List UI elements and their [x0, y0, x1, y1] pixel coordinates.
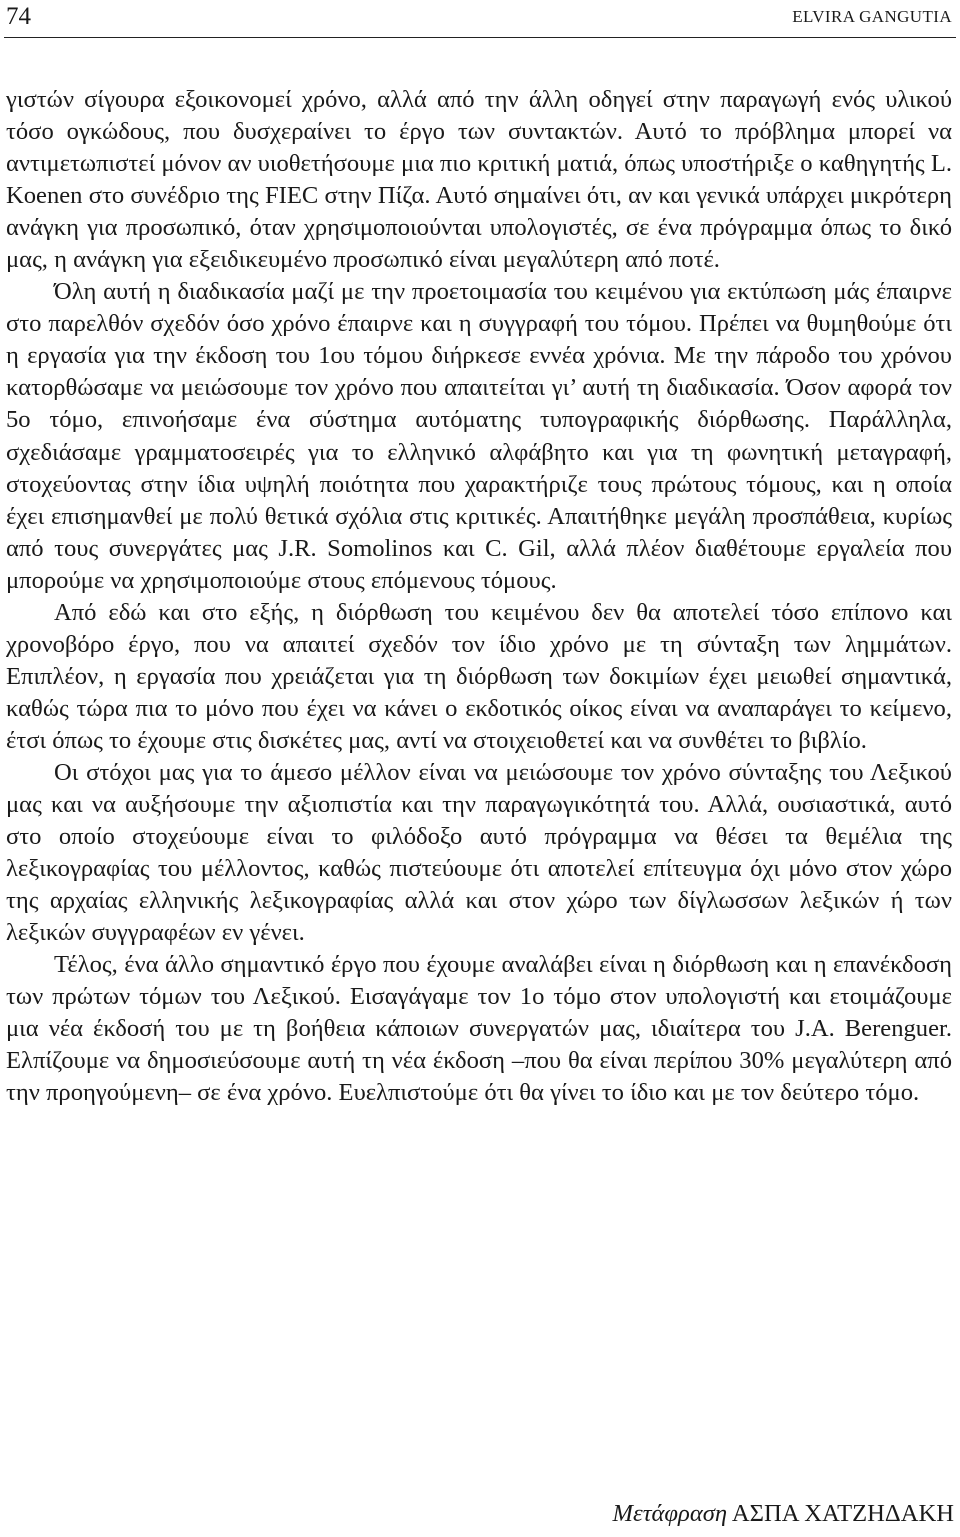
paragraph: Από εδώ και στο εξής, η διόρθωση του κειμένου δεν θα αποτελεί τόσο επίπονο και χρονοβόρο έργο, που να απαιτεί σχεδόν τον ίδιο χρόνο με τη σύνταξη των λημμάτων. Επιπλέον, η εργασία που χρειάζεται για τη διόρθωση των δοκιμίων έχει μειωθεί σημαντικά, καθώς τώρα πια το μόνο που έχει να κάνει ο εκδοτικός οίκος είναι να αναπαράγει το κείμενο, έτσι όπως το έχουμε στις δισκέτες μας, αντί να στοιχειοθετεί και να συνθέτει το βιβλίο.	[6, 598, 952, 754]
paragraph: Όλη αυτή η διαδικασία μαζί με την προετοιμασία του κειμένου για εκτύπωση μάς έπαιρνε στο παρελθόν σχεδόν όσο χρόνο έπαιρνε και η συγγραφή του τόμου. Πρέπει να θυμηθούμε ότι η εργασία για την έκδοση του 1ου τόμου διήρκεσε εννέα χρόνια. Με την πάροδο του χρόνου κατορθώσαμε να μειώσουμε τον χρόνο που απαιτείται γι’ αυτή τη διαδικασία. Όσον αφορά τον 5ο τόμο, επινοήσαμε ένα σύστημα αυτόματης τυπογραφικής διόρθωσης. Παράλληλα, σχεδιάσαμε γραμματοσειρές για το ελληνικό αλφάβητο και για τη φωνητική μεταγραφή, στοχεύοντας στην ίδια υψηλή ποιότητα που χαρακτήριζε τους πρώτους τόμους, και η οποία έχει επισημανθεί με πολύ θετικά σχόλια στις κριτικές. Απαιτήθηκε μεγάλη προσπάθεια, κυρίως από τους συνεργάτες μας J.R. Somolinos και C. Gil, αλλά πλέον διαθέτουμε εργαλεία που μπορούμε να χρησιμοποιούμε στους επόμενους τόμους.	[6, 278, 952, 594]
translator-name: ΑΣΠΑ ΧΑΤΖΗΔΑΚΗ	[731, 1500, 954, 1527]
translation-credit	[613, 1499, 954, 1529]
paragraph: Τέλος, ένα άλλο σημαντικό έργο που έχουμε αναλάβει είναι η διόρθωση και η επανέκδοση των πρώτων τόμων του Λεξικού. Εισαγάγαμε τον 1ο τόμο στον υπολογιστή και ετοιμάζουμε μια νέα έκδοσή του με τη βοήθεια κάποιων συνεργατών μας, ιδιαίτερα του J.A. Berenguer. Ελπίζουμε να δημοσιεύσουμε αυτή τη νέα έκδοση –που θα είναι περίπου 30% μεγαλύτερη από την προηγούμενη– σε ένα χρόνο. Ευελπιστούμε ότι θα γίνει το ίδιο και με τον δεύτερο τόμο.	[6, 951, 952, 1107]
translation-label: Μετάφραση	[612, 1500, 728, 1527]
paragraph: Οι στόχοι μας για το άμεσο μέλλον είναι να μειώσουμε τον χρόνο σύνταξης του Λεξικού μας και να αυξήσουμε την αξιοπιστία και την παραγωγικότητά του. Αλλά, ουσιαστικά, αυτό στο οποίο στοχεύουμε είναι το φιλόδοξο αυτό πρόγραμμα να θέσει τα θεμέλια της λεξικογραφίας του μέλλοντος, καθώς πιστεύουμε ότι αποτελεί επίτευγμα όχι μόνο στον χώρο της αρχαίας ελληνικής λεξικογραφίας αλλά και στον χώρο των δίγλωσσων λεξικών ή των λεξικών συγγραφέων εν γένει.	[6, 758, 952, 947]
header-rule	[4, 37, 956, 38]
page-header	[0, 0, 960, 36]
running-head-author: ELVIRA GANGUTIA	[792, 7, 952, 26]
body-text	[6, 84, 952, 1110]
page-number: 74	[6, 3, 31, 30]
paragraph-continued: γιστών σίγουρα εξοικονομεί χρόνο, αλλά από την άλλη οδηγεί στην παραγωγή ενός υλικού τόσο ογκώδους, που δυσχεραίνει το έργο των συντακτών. Αυτό το πρόβλημα μπορεί να αντιμετωπιστεί μόνον αν υιοθετήσουμε μια πιο κριτική ματιά, όπως υποστήριξε ο καθηγητής L. Koenen στο συνέδριο της FIEC στην Πίζα. Αυτό σημαίνει ότι, αν και γενικά υπάρχει μικρότερη ανάγκη για προσωπικό, όταν χρησιμοποιούνται υπολογιστές, σε ένα πρόγραμμα όπως το δικό μας, η ανάγκη για εξειδικευμένο προσωπικό είναι μεγαλύτερη από ποτέ.	[6, 86, 952, 274]
